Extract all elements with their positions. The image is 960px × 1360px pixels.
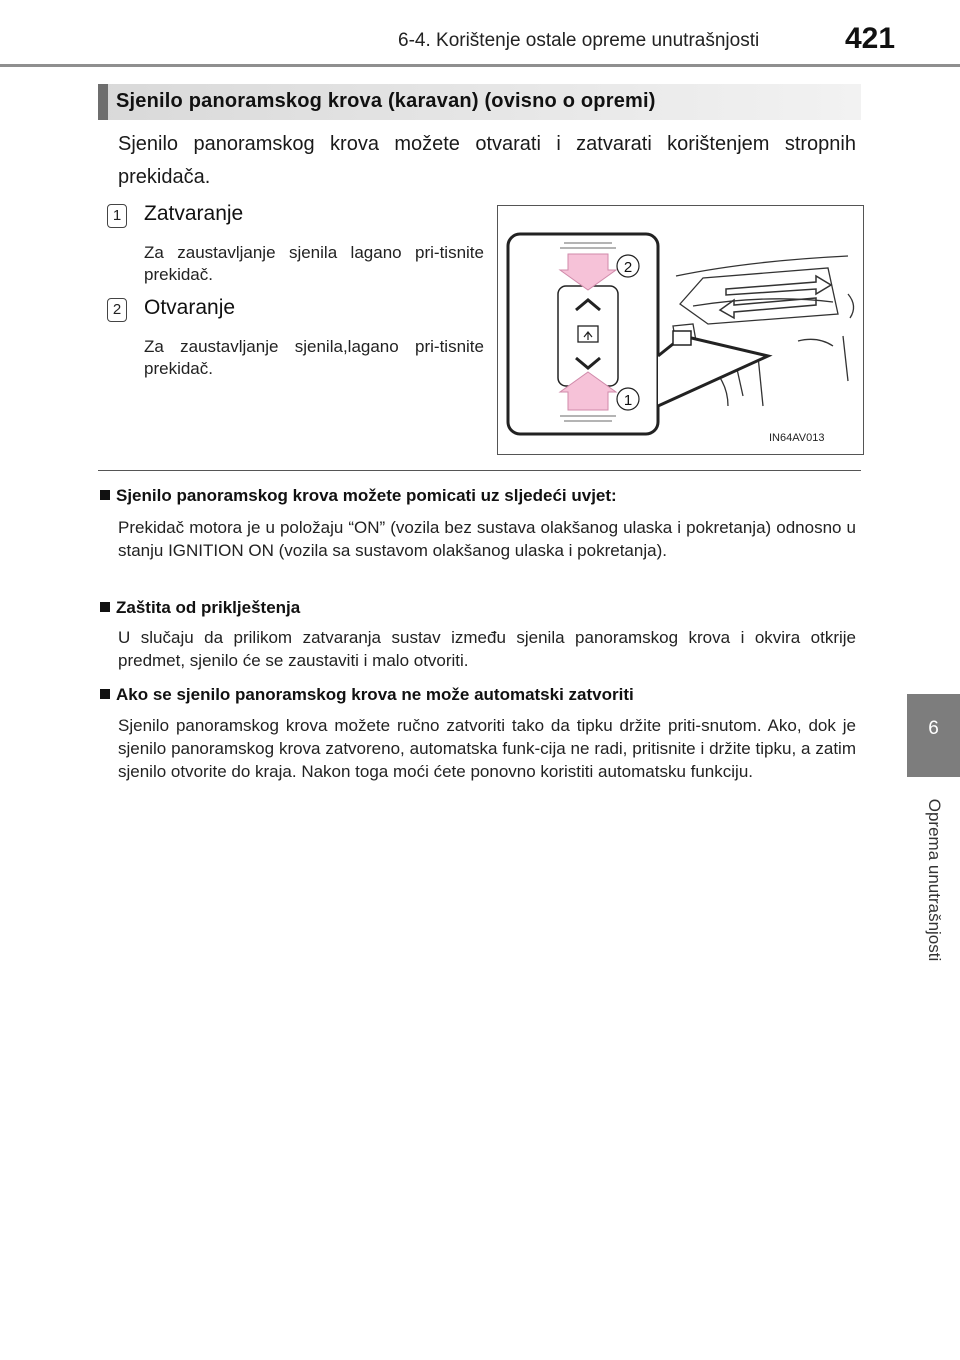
step-1-number: 1 [107,204,127,228]
note-3-heading-text: Ako se sjenilo panoramskog krova ne može automatski zatvoriti [116,685,634,704]
note-2-heading [100,598,300,618]
section-title: Sjenilo panoramskog krova (karavan) (ovisno o opremi) [116,90,656,112]
section-intro: Sjenilo panoramskog krova možete otvarati i zatvarati korištenjem stropnih prekidača. [118,133,856,188]
note-1-body: Prekidač motora je u položaju “ON” (vozila bez sustava olakšanog ulaska i pokretanja) odnosno u stanju IGNITION ON (vozila sa sustavom olakšanog ulaska i pokretanja). [118,518,856,560]
chapter-title: 6-4. Korištenje ostale opreme unutrašnjosti [398,30,760,51]
note-2-heading-text: Zaštita od priklještenja [116,598,301,617]
page-number: 421 [845,22,896,55]
callout-2-label: 2 [623,259,633,276]
roof-shade-switch-illustration [497,205,864,455]
section-divider [98,470,861,471]
illustration-drawing [498,206,863,454]
note-3-body: Sjenilo panoramskog krova možete ručno zatvoriti tako da tipku držite priti-snutom. Ako, dok je sjenilo panoramskog krova zatvoreno, automatska funk-cija ne radi, pritisnite i držite tipku, a zatim sjenilo otvorite do kraja. Nakon toga moći ćete ponovno koristiti automatsku funkciju. [118,716,856,781]
step-1-title: Zatvaranje [144,202,244,225]
step-2-title: Otvaranje [144,296,236,319]
illustration-code: IN64AV013 [769,432,825,444]
note-1-heading [100,486,617,506]
callout-1-label: 1 [623,392,633,409]
section-title-accent [98,84,108,120]
note-3-heading [100,685,634,705]
double-arrow-icon [720,276,831,318]
note-2-body: U slučaju da prilikom zatvaranja sustav između sjenila panoramskog krova i okvira otkrije predmet, sjenilo će se zaustaviti i malo otvoriti. [118,628,856,670]
note-1-heading-text: Sjenilo panoramskog krova možete pomicati uz sljedeći uvjet: [116,486,617,505]
bullet-square-icon [100,689,110,699]
header-rule [0,64,960,67]
step-1-description: Za zaustavljanje sjenila lagano pri-tisnite prekidač. [144,243,484,284]
step-2-number: 2 [107,298,127,322]
bullet-square-icon [100,602,110,612]
bullet-square-icon [100,490,110,500]
step-2-description: Za zaustavljanje sjenila,lagano pri-tisnite prekidač. [144,337,484,378]
side-tab-label: Oprema unutrašnjosti [925,798,944,962]
callout-pointer [658,336,768,406]
side-tab-number: 6 [928,718,939,739]
